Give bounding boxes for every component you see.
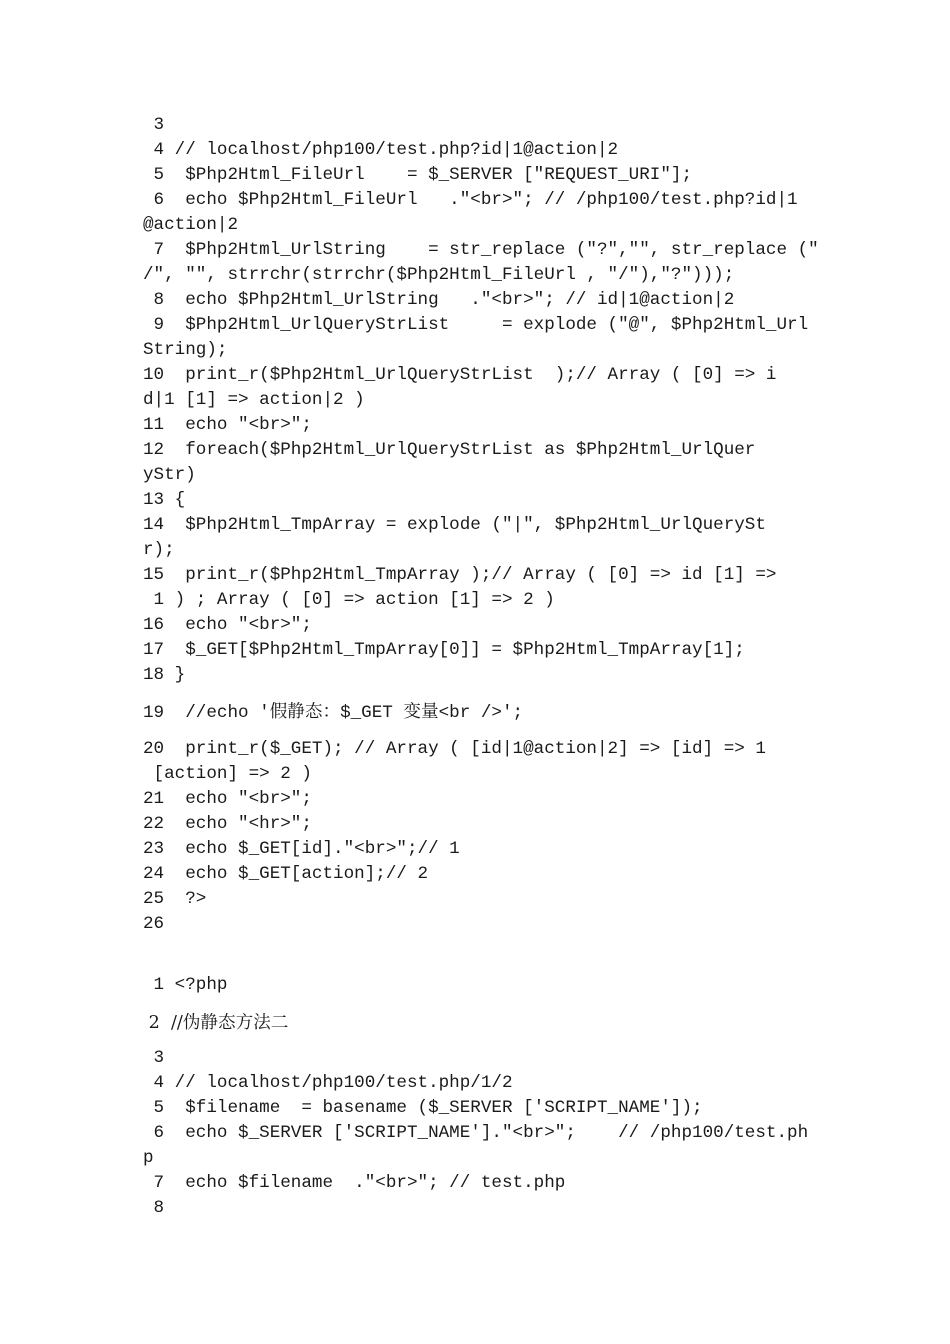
code-line: 9 $Php2Html_UrlQueryStrList = explode ("@", $Php2Html_Url — [143, 315, 809, 335]
code-line: 4 // localhost/php100/test.php/1/2 — [143, 1073, 513, 1093]
code-line: String); — [143, 340, 228, 360]
code-line: 3 — [143, 115, 165, 135]
code-line: 5 $Php2Html_FileUrl = $_SERVER ["REQUEST_URI"]; — [143, 165, 693, 185]
code-line: 2 //伪静态方法二 — [143, 1013, 289, 1033]
code-line: 24 echo $_GET[action];// 2 — [143, 864, 429, 884]
code-line: 16 echo "<br>"; — [143, 615, 312, 635]
code-line: 11 echo "<br>"; — [143, 415, 312, 435]
code-line: /", "", strrchr(strrchr($Php2Html_FileUrl , "/"),"?"))); — [143, 265, 735, 285]
code-line: yStr) — [143, 465, 196, 485]
code-line: 19 //echo '假静态：$_GET 变量<br />'; — [143, 703, 524, 723]
code-line: 23 echo $_GET[id]."<br>";// 1 — [143, 839, 460, 859]
code-line: 6 echo $Php2Html_FileUrl ."<br>"; // /php100/test.php?id|1 — [143, 190, 798, 210]
code-line: 15 print_r($Php2Html_TmpArray );// Array ( [0] => id [1] => — [143, 565, 777, 585]
code-line: 4 // localhost/php100/test.php?id|1@action|2 — [143, 140, 619, 160]
code-line: 7 echo $filename ."<br>"; // test.php — [143, 1173, 566, 1193]
code-line: 18 } — [143, 665, 186, 685]
code-line: 3 — [143, 1048, 165, 1068]
code-line: 14 $Php2Html_TmpArray = explode ("|", $Php2Html_UrlQuerySt — [143, 515, 766, 535]
code-line: 22 echo "<hr>"; — [143, 814, 312, 834]
code-line: 17 $_GET[$Php2Html_TmpArray[0]] = $Php2Html_TmpArray[1]; — [143, 640, 745, 660]
code-line: d|1 [1] => action|2 ) — [143, 390, 365, 410]
code-line: 10 print_r($Php2Html_UrlQueryStrList );// Array ( [0] => i — [143, 365, 777, 385]
code-line: 12 foreach($Php2Html_UrlQueryStrList as $Php2Html_UrlQuer — [143, 440, 756, 460]
code-line: 1 ) ; Array ( [0] => action [1] => 2 ) — [143, 590, 555, 610]
code-line: r); — [143, 540, 175, 560]
code-line: 1 <?php — [143, 975, 228, 995]
code-line: [action] => 2 ) — [143, 764, 312, 784]
code-line: 20 print_r($_GET); // Array ( [id|1@action|2] => [id] => 1 — [143, 739, 766, 759]
code-line: 8 echo $Php2Html_UrlString ."<br>"; // id|1@action|2 — [143, 290, 735, 310]
code-line: 21 echo "<br>"; — [143, 789, 312, 809]
code-line: 13 { — [143, 490, 186, 510]
code-line: p — [143, 1148, 154, 1168]
code-line: 26 — [143, 914, 165, 934]
code-line: 7 $Php2Html_UrlString = str_replace ("?","", str_replace (" — [143, 240, 819, 260]
code-line: 5 $filename = basename ($_SERVER ['SCRIPT_NAME']); — [143, 1098, 703, 1118]
code-line: 6 echo $_SERVER ['SCRIPT_NAME']."<br>"; // /php100/test.ph — [143, 1123, 809, 1143]
code-line: @action|2 — [143, 215, 239, 235]
code-line: 25 ?> — [143, 889, 207, 909]
code-line: 8 — [143, 1198, 165, 1218]
